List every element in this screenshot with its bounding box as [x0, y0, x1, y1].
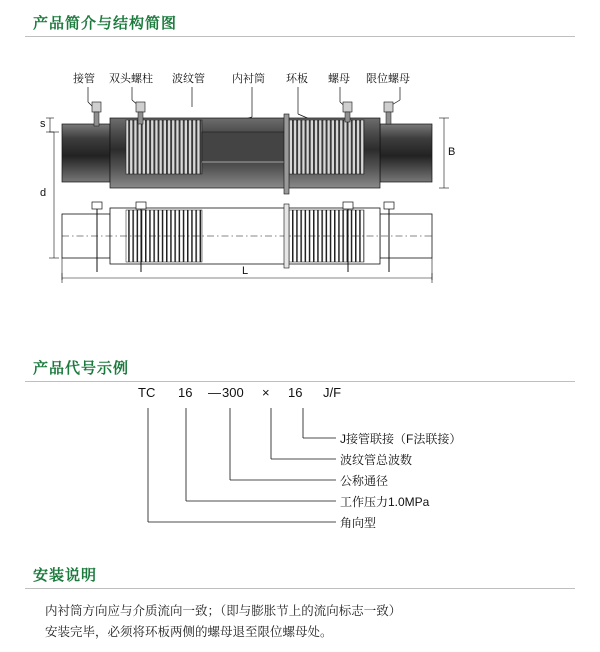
code-token-300: 300	[222, 385, 244, 400]
install-note-line-1: 内衬筒方向应与介质流向一致；（即与膨胀节上的流向标志一致）	[45, 604, 402, 618]
divider-code	[25, 381, 575, 382]
callout-label-double-stud: 双头螺柱	[109, 73, 153, 85]
left-pipe	[62, 124, 110, 182]
callout-label-nut: 螺母	[328, 73, 350, 85]
install-note-line-2: 安装完毕，必须将环板两侧的螺母退至限位螺母处。	[45, 625, 333, 639]
callout-label-nozzle: 接管	[73, 73, 95, 85]
product-code-leaders-svg	[40, 390, 560, 540]
code-token-times: ×	[262, 385, 270, 400]
code-desc-wave-count: 波纹管总波数	[340, 453, 413, 467]
divider-intro	[25, 36, 575, 37]
product-code-diagram	[40, 385, 560, 540]
code-token-dash: —	[208, 385, 221, 400]
code-desc-working-pressure: 工作压力1.0MPa	[340, 495, 430, 509]
code-desc-nominal-diameter: 公称通径	[340, 474, 389, 488]
section-title-intro: 产品简介与结构简图	[33, 15, 178, 32]
dimension-label-d: d	[40, 187, 47, 199]
code-token-16-pressure: 16	[178, 385, 193, 400]
ring-plate-outline	[284, 204, 289, 268]
structure-diagram-svg	[40, 62, 560, 287]
callout-label-liner: 内衬筒	[232, 73, 265, 85]
dimension-label-L: L	[242, 265, 249, 277]
bellow-left	[126, 120, 202, 174]
code-token-jf: J/F	[323, 385, 342, 400]
dimension-label-s: s	[40, 118, 46, 130]
ring-plate	[284, 114, 289, 194]
inner-liner	[202, 132, 288, 162]
install-notes	[45, 601, 565, 643]
code-token-16-waves: 16	[288, 385, 303, 400]
bellow-right	[288, 120, 364, 174]
code-desc-connection: J接管联接（F法联接）	[340, 432, 462, 446]
code-token-tc: TC	[138, 385, 156, 400]
dimension-label-B: B	[448, 146, 456, 158]
callout-label-bellows: 波纹管	[172, 73, 205, 85]
divider-install	[25, 588, 575, 589]
section-title-install: 安装说明	[33, 567, 98, 584]
structure-diagram	[40, 62, 560, 287]
left-pipe-outline	[62, 214, 110, 258]
code-desc-type: 角向型	[340, 516, 377, 530]
right-pipe	[380, 124, 432, 182]
section-title-code: 产品代号示例	[33, 360, 130, 377]
callout-label-limit-nut: 限位螺母	[366, 73, 410, 85]
callout-label-ring-plate: 环板	[286, 73, 308, 85]
